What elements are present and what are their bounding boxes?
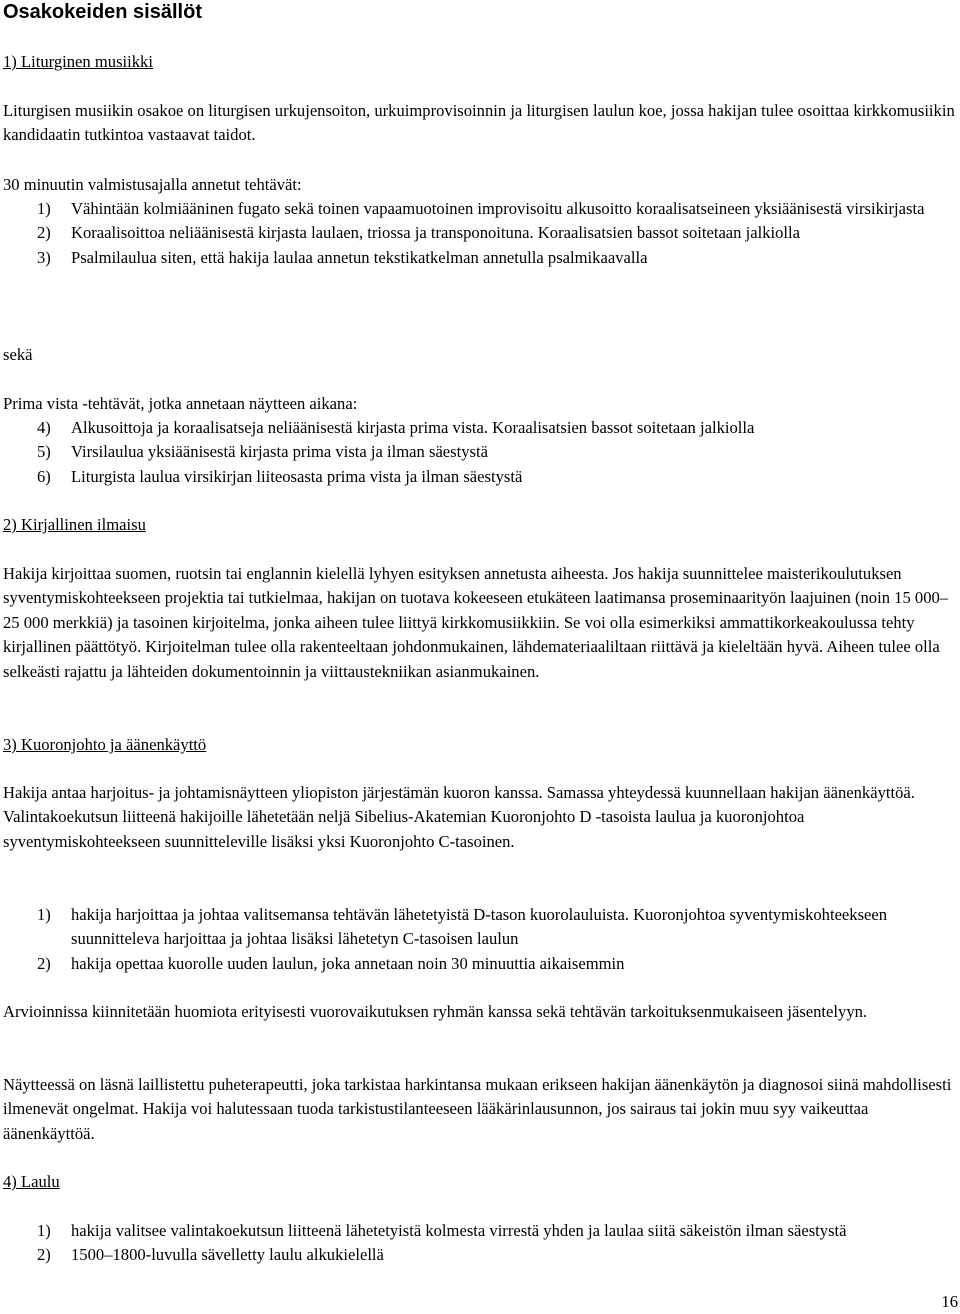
list-text: hakija opettaa kuorolle uuden laulun, joka annetaan noin 30 minuuttia aikaisemmin <box>71 953 625 973</box>
list-number: 2) <box>37 953 51 973</box>
list-number: 1) <box>37 905 51 924</box>
list-item <box>3 1219 958 1243</box>
list-item <box>3 952 958 976</box>
list-item <box>3 246 958 270</box>
section-4-heading: 4) Laulu <box>3 1172 60 1191</box>
singing-list <box>3 1219 958 1268</box>
section-3-evaluation: Arvioinnissa kiinnitetään huomiota erityisesti vuorovaikutuksen ryhmän kanssa sekä tehtävän tarkoituksenmukaiseen jäsentelyyn. <box>3 1002 868 1021</box>
list-number: 5) <box>37 442 51 462</box>
list-text: Alkusoittoja ja koraalisatseja neliäänisestä kirjasta prima vista. Koraalisatsien bassot soitetaan jalkiolla <box>71 418 755 437</box>
list-number: 2) <box>37 1245 51 1265</box>
section-2-body: Hakija kirjoittaa suomen, ruotsin tai englannin kielellä lyhyen esityksen annetusta aiheesta. Jos hakija suunnittelee maisterikoulutuksen syventymiskohteekseen projektia tai tutkielmaa, hakijan on tuotava kokeeseen etukäteen laatimansa proseminaarityön laajuinen (noin 15 000–25 000 merkkiä) ja tasoinen kirjoitelma, jonka aiheen tulee liittyä kirkkomusiikkiin. Se voi olla esimerkiksi ammattikorkeakoulussa tehty kirjallinen päättötyö. Kirjoitelman tulee olla rakenteeltaan johdonmukainen, lähdemateriaaliltaan riittävä ja kieleltään hyvä. Aiheen tulee olla selkeästi rajattu ja lähteiden dokumentoinnin ja viittaustekniikan asianmukainen. <box>3 564 949 681</box>
prep-label: 30 minuutin valmistusajalla annetut tehtävät: <box>3 175 302 194</box>
list-item <box>3 1243 958 1267</box>
list-text: Psalmilaulua siten, että hakija laulaa annetun tekstikatkelman annetulla psalmikaavalla <box>71 247 648 267</box>
list-item <box>3 221 958 245</box>
section-3-heading: 3) Kuoronjohto ja äänenkäyttö <box>3 735 207 754</box>
section-1-intro: Liturgisen musiikin osakoe on liturgisen urkujensoiton, urkuimprovisoinnin ja liturgisen laulun koe, jossa hakijan tulee osoittaa kirkkomusiikin kandidaatin tutkintoa vastaavat taidot. <box>3 101 955 145</box>
list-item <box>3 465 958 489</box>
list-item <box>3 416 958 440</box>
section-3-body: Hakija antaa harjoitus- ja johtamisnäytteen yliopiston järjestämän kuoron kanssa. Samassa yhteydessä kuunnellaan hakijan äänenkäyttöä. Valintakoekutsun liitteenä hakijoille lähetetään neljä Sibelius-Akatemian Kuoronjohto D -tasoista laulua ja kuoronjohtoa syventymiskohteekseen suunnitteleville lisäksi yksi Kuoronjohto C-tasoinen. <box>3 783 915 851</box>
list-number: 4) <box>37 418 51 437</box>
list-text: Liturgista laulua virsikirjan liiteosasta prima vista ja ilman säestystä <box>71 466 523 486</box>
choir-task-list <box>3 903 958 976</box>
list-item <box>3 197 958 221</box>
list-number: 1) <box>37 199 51 218</box>
list-number: 2) <box>37 223 51 243</box>
list-text: Vähintään kolmiääninen fugato sekä toinen vapaamuotoinen improvisoitu alkusoitto koraalisatseineen yksiäänisestä virsikirjasta <box>71 199 925 218</box>
list-number: 3) <box>37 247 51 267</box>
list-text: Koraalisoittoa neliäänisestä kirjasta laulaen, triossa ja transponoituna. Koraalisatsien bassot soitetaan jalkiolla <box>71 223 800 243</box>
page-number: 16 <box>941 1292 958 1311</box>
list-number: 1) <box>37 1221 51 1240</box>
seka-text: sekä <box>3 345 33 364</box>
list-number: 6) <box>37 466 51 486</box>
list-text: hakija valitsee valintakoekutsun liitteenä lähetetyistä kolmesta virrestä yhden ja laulaa siitä säkeistön ilman säestystä <box>71 1221 847 1240</box>
section-3-speech-therapist: Näytteessä on läsnä laillistettu puheterapeutti, joka tarkistaa harkintansa mukaan erikseen hakijan äänenkäytön ja diagnosoi siinä mahdollisesti ilmenevät ongelmat. Hakija voi halutessaan tuoda tarkistustilanteeseen lääkärinlausunnon, jos sairaus tai jokin muu syy vaikeuttaa äänenkäyttöä. <box>3 1075 952 1143</box>
section-2-heading: 2) Kirjallinen ilmaisu <box>3 515 146 534</box>
vista-label: Prima vista -tehtävät, jotka annetaan näytteen aikana: <box>3 394 358 413</box>
list-text: Virsilaulua yksiäänisestä kirjasta prima vista ja ilman säestystä <box>71 442 488 462</box>
list-item <box>3 440 958 464</box>
prep-list <box>3 197 958 270</box>
page-title: Osakokeiden sisällöt <box>3 1 202 23</box>
list-text: 1500–1800-luvulla sävelletty laulu alkukielellä <box>71 1245 384 1265</box>
vista-list <box>3 416 958 489</box>
list-item <box>3 903 958 952</box>
section-1-heading: 1) Liturginen musiikki <box>3 52 153 71</box>
list-text: hakija harjoittaa ja johtaa valitsemansa tehtävän lähetetyistä D-tason kuorolauluista. Kuoronjohtoa syventymiskohteekseen suunnitteleva harjoittaa ja johtaa lisäksi lähetetyn C-tasoisen laulun <box>71 905 888 949</box>
